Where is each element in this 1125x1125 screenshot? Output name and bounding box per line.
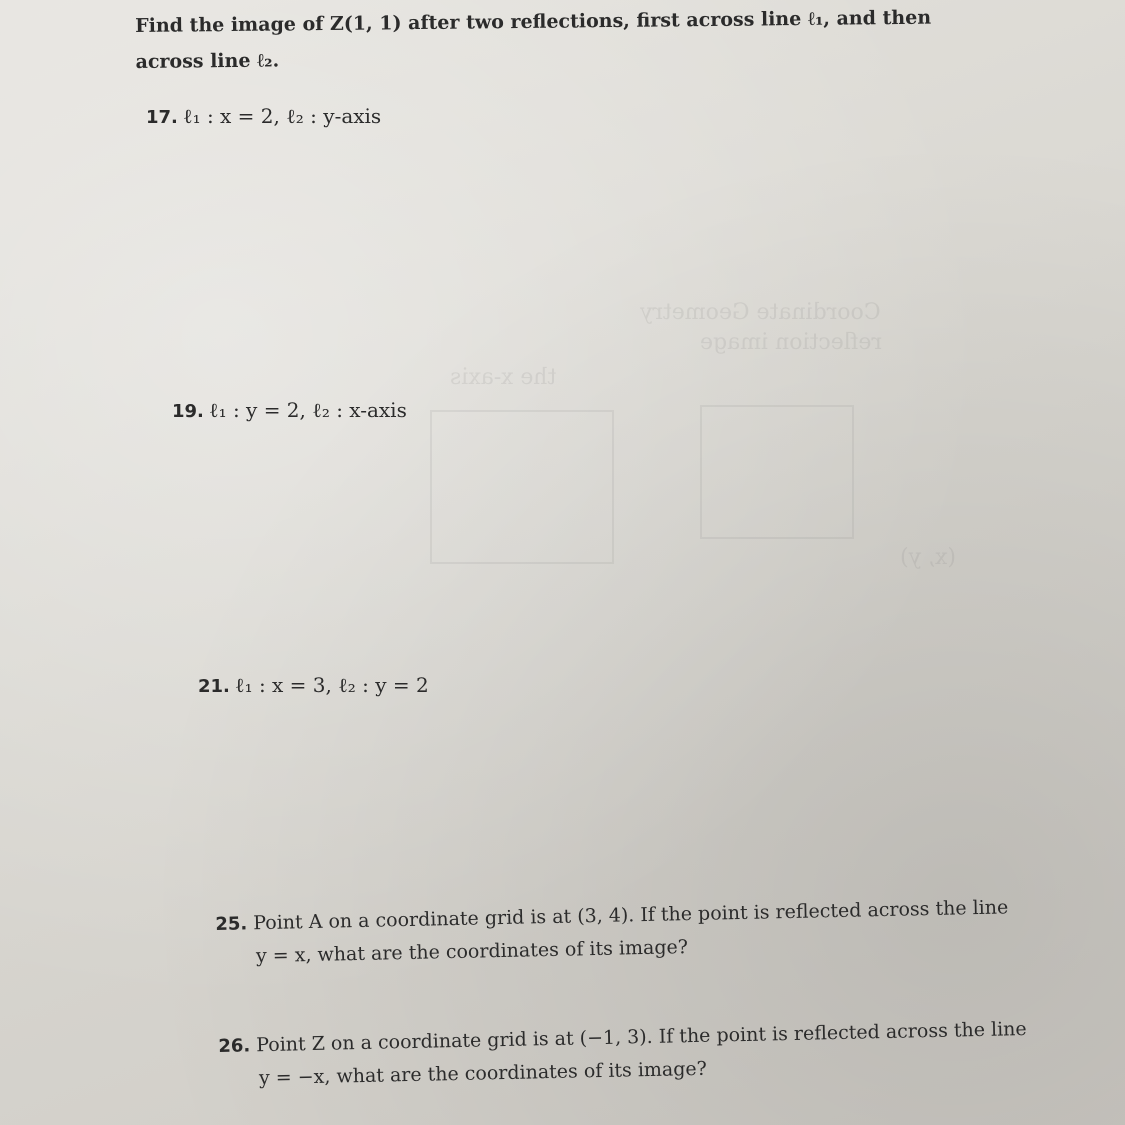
bleed-through-text: the x-axis [450,365,557,390]
problem-21 [198,673,429,698]
problem-number: 21. [198,676,230,697]
problem-number: 19. [172,401,204,422]
problem-19 [172,398,407,423]
bleed-through-text: Coordinate Geometry [640,300,881,325]
problem-expression: ℓ₁ : y = 2, ℓ₂ : x-axis [208,398,407,422]
problem-17 [146,104,381,129]
instructions-line-1: Find the image of Z(1, 1) after two reflections, first across line ℓ₁, and then [135,6,932,37]
bleed-through-text: (x, y) [900,545,956,570]
question-line-2: y = x, what are the coordinates of its image? [255,936,689,968]
bleed-through-text: reflection image [700,330,882,355]
question-25 [215,891,1009,973]
question-line-2: y = −x, what are the coordinates of its image? [258,1057,708,1090]
instructions-line-2: across line ℓ₂. [135,49,280,73]
bleed-through-box [430,410,614,564]
problem-expression: ℓ₁ : x = 3, ℓ₂ : y = 2 [234,673,429,697]
problem-expression: ℓ₁ : x = 2, ℓ₂ : y-axis [182,104,382,128]
question-line-1: Point A on a coordinate grid is at (3, 4). If the point is reflected across the line [253,896,1009,935]
instructions [135,0,932,80]
question-number: 25. [215,913,248,935]
question-26 [218,1013,1028,1095]
question-line-1: Point Z on a coordinate grid is at (−1, 3). If the point is reflected across the line [256,1018,1027,1057]
question-number: 26. [218,1035,251,1057]
bleed-through-box [700,405,854,539]
problem-number: 17. [146,107,178,128]
